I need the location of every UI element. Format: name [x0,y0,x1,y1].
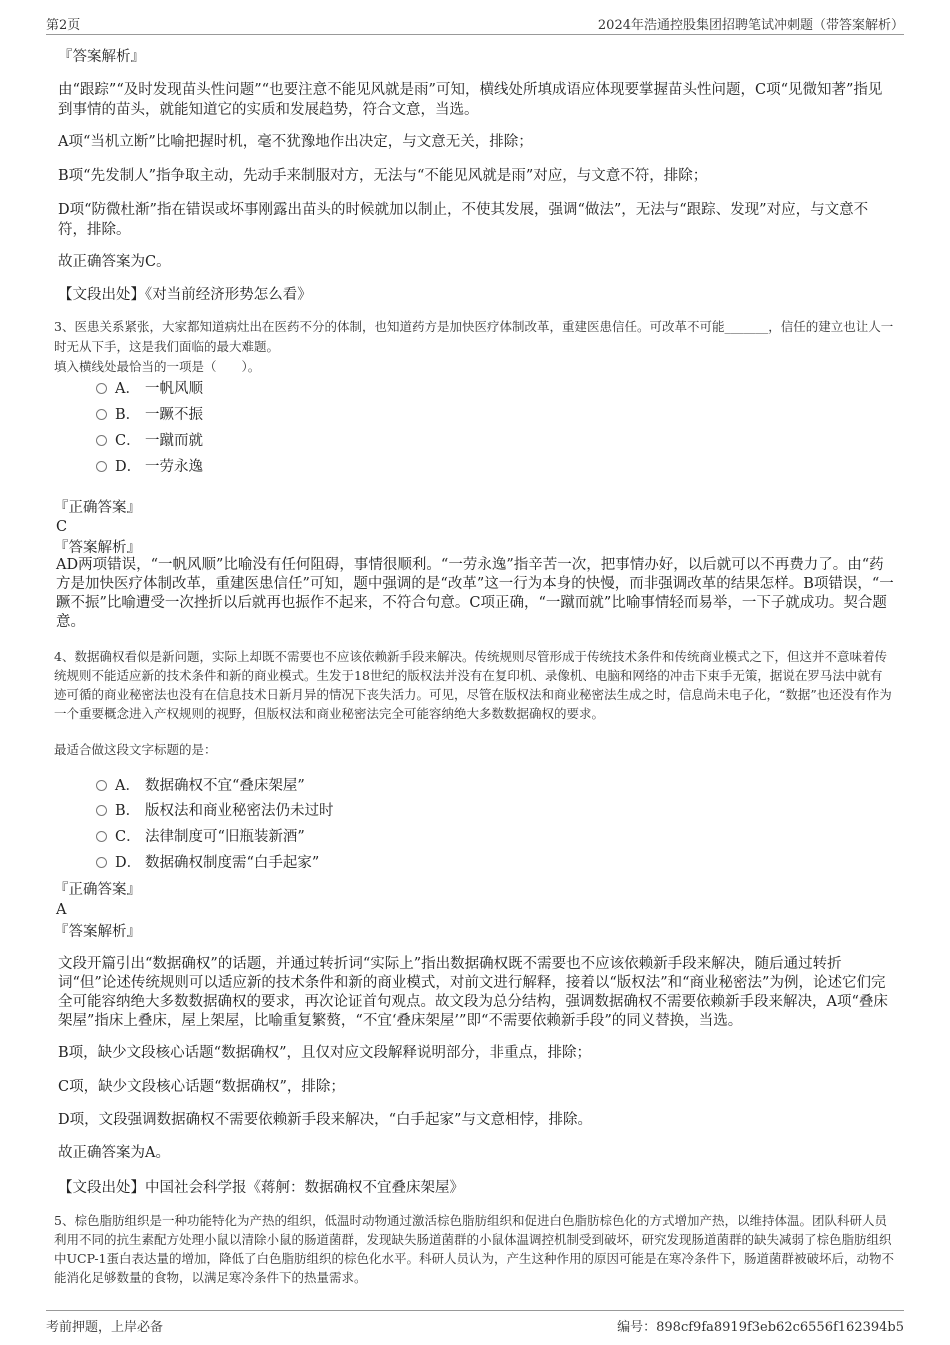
question-stem: 5、棕色脂肪组织是一种功能特化为产热的组织，低温时动物通过激活棕色脂肪组织和促进白色脂肪棕色化的方式增加产热，以维持体温。团队科研人员利用不同的抗生素配方处理小鼠以清除小鼠的肠道菌群，发现缺失肠道菌群的小鼠体温调控机制受到破坏，研究发现肠道菌群的缺失减弱了棕色脂肪组织中UCP-1蛋白表达量的增加，降低了白色脂肪组织的棕色化水平。科研人员认为，产生这种作用的原因可能是在寒冷条件下，肠道菌群被破坏后，动物不能消化足够数量的食物，以满足寒冷条件下的热量需求。 [54,1213,895,1285]
option-a[interactable]: A． 数据确权不宜“叠床架屋” [96,775,305,797]
conclusion: 故正确答案为C。 [58,254,171,270]
radio-icon[interactable] [96,409,107,420]
option-c[interactable]: C． 法律制度可“旧瓶装新酒” [96,826,305,848]
option-b[interactable]: B． 一蹶不振 [96,404,203,426]
analysis-option-a: A项“当机立断”比喻把握时机，毫不犹豫地作出决定，与文意无关，排除； [58,134,533,150]
radio-icon[interactable] [96,461,107,472]
question-stem: 3、医患关系紧张，大家都知道病灶出在医药不分的体制，也知道药方是加快医疗体制改革，重建医患信任。可改革不可能_______，信任的建立也让人一时无从下手，这是我们面临的最大难题。 [54,319,894,354]
answer-value: A [56,902,67,918]
radio-icon[interactable] [96,831,107,842]
radio-icon[interactable] [96,780,107,791]
analysis-option-d: D项“防微杜渐”指在错误或坏事刚露出苗头的时候就加以制止，不使其发展，强调“做法”，无法与“跟踪、发现”对应，与文意不符，排除。 [58,202,869,238]
page-header [46,12,904,35]
option-d[interactable]: D． 数据确权制度需“白手起家” [96,852,319,874]
page-footer [46,1310,904,1335]
analysis-label: 『答案解析』 [54,924,141,940]
radio-icon[interactable] [96,805,107,816]
source: 【文段出处】《对当前经济形势怎么看》 [58,287,312,303]
source: 【文段出处】中国社会科学报《蒋舸：数据确权不宜叠床架屋》 [58,1180,464,1196]
analysis-label: 『答案解析』 [58,49,145,65]
analysis-option-b: B项“先发制人”指争取主动，先动手来制服对方，无法与“不能见风就是雨”对应，与文意不符，排除； [58,168,708,184]
radio-icon[interactable] [96,435,107,446]
option-d[interactable]: D． 一劳永逸 [96,456,203,478]
footer-slogan: 考前押题，上岸必备 [46,1320,164,1335]
conclusion: 故正确答案为A。 [58,1145,170,1161]
analysis-option-b: B项，缺少文段核心话题“数据确权”，且仅对应文段解释说明部分，非重点，排除； [58,1045,591,1061]
answer-label: 『正确答案』 [54,882,141,898]
question-prompt: 最适合做这段文字标题的是： [54,742,217,757]
analysis-option-d: D项，文段强调数据确权不需要依赖新手段来解决，“白手起家”与文意相悖，排除。 [58,1112,592,1128]
option-c[interactable]: C． 一蹴而就 [96,430,203,452]
analysis-paragraph: AD两项错误，“一帆风顺”比喻没有任何阻碍，事情很顺利。“一劳永逸”指辛苦一次，把事情办好，以后就可以不再费力了。由“药方是加快医疗体制改革，重建医患信任”可知，题中强调的是“改革”这一行为本身的快慢，而非强调改革的结果怎样。B项错误，“一蹶不振”比喻遭受一次挫折以后就再也振作不起来，不符合句意。C项正确，“一蹴而就”比喻事情轻而易举，一下子就成功。契合题意。 [56,557,894,630]
page-number: 第2页 [46,18,81,33]
analysis-paragraph: 文段开篇引出“数据确权”的话题，并通过转折词“实际上”指出数据确权既不需要也不应该依赖新手段来解决，随后通过转折词“但”论述传统规则可以适应新的技术条件和新的商业模式，对前文进行解释，接着以“版权法”和“商业秘密法”为例，论述它们完全可能容纳绝大多数数据确权的要求，再次论证首句观点。故文段为总分结构，强调数据确权不需要依赖新手段来解决，A项“叠床架屋”指床上叠床，屋上架屋，比喻重复繁赘，“不宜‘叠床架屋’”即“不需要依赖新手段”的同义替换，当选。 [58,956,888,1029]
document-id: 编号：898cf9fa8919f3eb62c6556f162394b5 [617,1320,904,1335]
radio-icon[interactable] [96,857,107,868]
radio-icon[interactable] [96,383,107,394]
analysis-paragraph: 由“跟踪”“及时发现苗头性问题”“也要注意不能见风就是雨”可知，横线处所填成语应体现要掌握苗头性问题，C项“见微知著”指见到事情的苗头，就能知道它的实质和发展趋势，符合文意，当选。 [58,82,883,118]
option-b[interactable]: B． 版权法和商业秘密法仍未过时 [96,800,334,822]
option-a[interactable]: A． 一帆风顺 [96,378,203,400]
question-stem: 4、数据确权看似是新问题，实际上却既不需要也不应该依赖新手段来解决。传统规则尽管形成于传统技术条件和传统商业模式之下，但这并不意味着传统规则不能适应新的技术条件和新的商业模式。生发于18世纪的版权法并没有在复印机、录像机、电脑和网络的冲击下束手无策，据说在罗马法中就有迹可循的商业秘密法也没有在信息技术日新月异的情况下丧失活力。可见，尽管在版权法和商业秘密法生成之时，信息尚未电子化，“数据”也还没有作为一个重要概念进入产权规则的视野，但版权法和商业秘密法完全可能容纳绝大多数数据确权的要求。 [54,649,892,721]
document-title: 2024年浩通控股集团招聘笔试冲刺题（带答案解析） [597,18,904,33]
answer-value: C [56,519,68,535]
question-prompt: 填入横线处最恰当的一项是（ ）。 [54,359,261,374]
analysis-label: 『答案解析』 [54,540,141,556]
answer-label: 『正确答案』 [54,500,141,516]
analysis-option-c: C项，缺少文段核心话题“数据确权”，排除； [58,1079,345,1095]
